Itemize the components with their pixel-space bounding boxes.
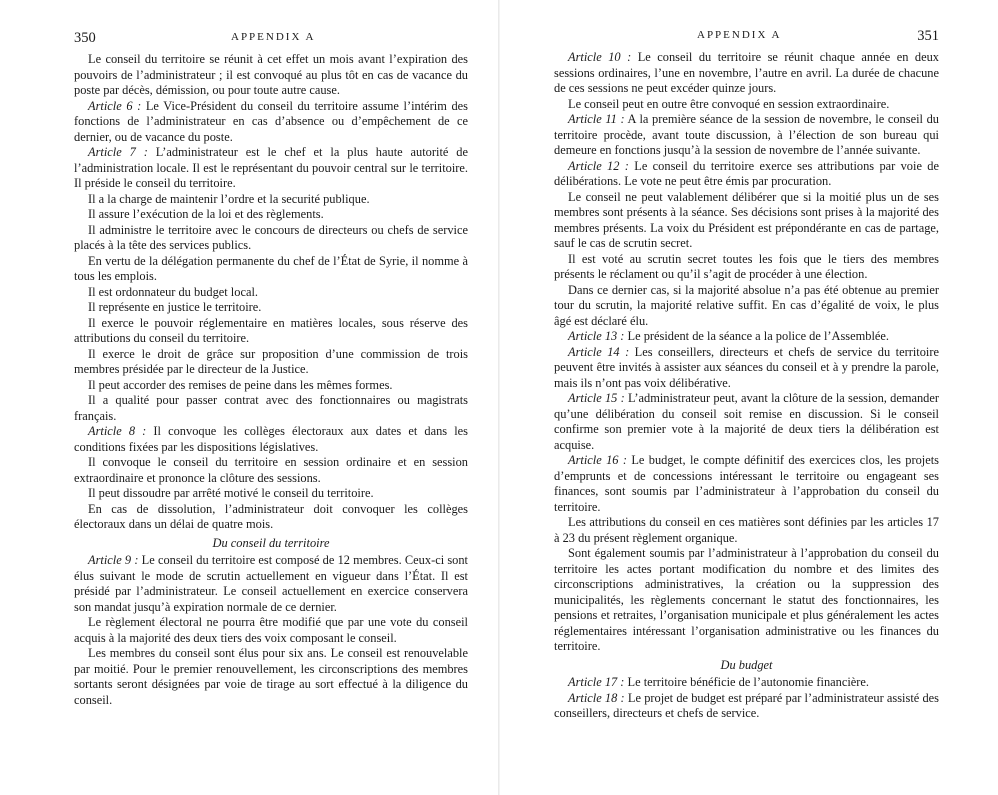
- right-page-header: [554, 28, 939, 46]
- paragraph-text: Le projet de budget est préparé par l’administrateur assisté des conseillers, directeurs et chefs de service.: [554, 690, 940, 720]
- section-heading: Du conseil du territoire: [212, 535, 330, 550]
- paragraph-text: Il exerce le droit de grâce sur proposition d’une commission de trois membres présidée par le directeur de la Justice.: [74, 346, 468, 376]
- paragraph-text: A la première séance de la session de novembre, le conseil du territoire procède, avant toute discussion, à l’élection de son bureau qui demeure en fonctions jusqu’à la session de novembre de l’année suivante.: [554, 112, 939, 157]
- paragraph-text: Sont également soumis par l’administrateur à l’approbation du conseil du territoire les actes portant modification du nombre et des limites des circonscriptions administratives, la création ou la suppression des municipalités, les règlements concernant le statut des fonctionnaires, les pensions et retraites, l’organisation municipale et plus généralement les actes réglementaires intéressant l’organisation administrative ou les finances du territoire.: [554, 546, 939, 653]
- paragraph-text: Il représente en justice le territoire.: [88, 300, 262, 314]
- paragraph-text: L’administrateur peut, avant la clôture de la session, demander qu’une délibération du conseil soit remise en discussion. Si le conseil confirme son premier vote à la majorité de deux tiers la délibération est acquise.: [554, 391, 939, 452]
- paragraph: [74, 99, 468, 146]
- paragraph-text: Le conseil du territoire exerce ses attributions par voie de délibérations. Le vote ne peut être émis par procuration.: [554, 158, 939, 188]
- paragraph-text: Les attributions du conseil en ces matières sont définies par les articles 17 à 23 du présent règlement organique.: [554, 515, 939, 545]
- page-number: 350: [74, 30, 96, 46]
- paragraph-text: L’administrateur est le chef et la plus haute autorité de l’administration locale. Il est le représentant du pouvoir central sur le territoire. Il préside le conseil du territoire.: [74, 145, 468, 190]
- paragraph-text: Le conseil du territoire se réunit à cet effet un mois avant l’expiration des pouvoirs de l’administrateur ; il est convoqué au plus tôt en cas de vacance du poste par décès, démission, ou pour toute autre cause.: [74, 52, 468, 97]
- paragraph: [74, 207, 468, 223]
- paragraph: [74, 347, 468, 378]
- paragraph-text: Le règlement électoral ne pourra être modifié que par une vote du conseil acquis à la majorité des deux tiers des voix composant le conseil.: [74, 615, 468, 645]
- paragraph: [74, 393, 468, 424]
- paragraph: [74, 192, 468, 208]
- paragraph: [74, 378, 468, 394]
- article-label: Article 9 :: [88, 553, 139, 567]
- paragraph: [74, 223, 468, 254]
- paragraph: [74, 145, 468, 192]
- paragraph: [554, 112, 939, 159]
- paragraph-text: Il a la charge de maintenir l’ordre et la securité publique.: [88, 191, 370, 206]
- paragraph: [554, 97, 939, 113]
- paragraph-text: En cas de dissolution, l’administrateur doit convoquer les collèges électoraux dans un délai de quatre mois.: [74, 501, 468, 531]
- article-label: Article 6 :: [88, 98, 142, 113]
- paragraph-text: Il peut accorder des remises de peine dans les mêmes formes.: [88, 377, 393, 392]
- paragraph: [74, 254, 468, 285]
- section-heading: Du budget: [720, 657, 773, 672]
- paragraph: [554, 453, 939, 515]
- paragraph: [554, 546, 939, 655]
- paragraph: [74, 424, 468, 455]
- paragraph-text: En vertu de la délégation permanente du chef de l’État de Syrie, il nomme à tous les emplois.: [74, 253, 468, 283]
- paragraph-text: Le président de la séance a la police de l’Assemblée.: [624, 329, 889, 343]
- page-number: 351: [917, 28, 939, 44]
- paragraph-text: Il exerce le pouvoir réglementaire en matières locales, sous réserve des attributions du conseil du territoire.: [74, 315, 468, 345]
- paragraph: [554, 283, 939, 330]
- paragraph: [74, 553, 468, 615]
- paragraph-text: Il administre le territoire avec le concours de directeurs ou chefs de service placés à la tête des services publics.: [74, 222, 468, 252]
- running-head: APPENDIX A: [231, 31, 316, 43]
- right-page: [499, 0, 998, 795]
- article-label: Article 14 :: [568, 344, 630, 359]
- paragraph: [74, 316, 468, 347]
- article-label: Article 17 :: [568, 675, 625, 689]
- paragraph-text: Il convoque le conseil du territoire en session ordinaire et en session extraordinaire et prononce la clôture des sessions.: [74, 455, 468, 485]
- paragraph-text: Il est ordonnateur du budget local.: [88, 284, 258, 299]
- paragraph: [74, 646, 468, 708]
- paragraph: [554, 391, 939, 453]
- paragraph-text: Il a qualité pour passer contrat avec des fonctionnaires ou magistrats français.: [74, 393, 468, 423]
- article-label: Article 15 :: [568, 391, 625, 405]
- paragraph-text: Les conseillers, directeurs et chefs de service du territoire peuvent être invités à assister aux séances du conseil et à y prendre la parole, mais ils n’ont pas voix délibérative.: [554, 344, 939, 390]
- article-label: Article 7 :: [88, 145, 148, 159]
- paragraph: [74, 455, 468, 486]
- paragraph-text: Le Vice-Président du conseil du territoire assume l’intérim des fonctions de l’administrateur en cas d’absence ou d’empêchement de ce dernier, ou de vacance du poste.: [74, 98, 468, 144]
- paragraph: [554, 345, 939, 392]
- paragraph: [554, 515, 939, 546]
- paragraph-text: Le conseil du territoire est composé de 12 membres. Ceux-ci sont élus suivant le mode de scrutin actuellement en vigueur dans l’État. Il est présidé par l’administrateur. Le conseil actuellement en exercice conservera son mandat jusqu’à expiration normale de ce dernier.: [74, 553, 468, 614]
- paragraph: [554, 50, 939, 97]
- paragraph: [74, 486, 468, 502]
- left-page-header: [74, 30, 468, 48]
- article-label: Article 10 :: [568, 50, 632, 64]
- paragraph: [554, 691, 939, 722]
- paragraph-text: Le conseil ne peut valablement délibérer que si la moitié plus un de ses membres sont présents à la séance. Ses décisions sont prises à la majorité des membres présents. La voix du Président est prépondérante en cas de partage, sauf le cas de scrutin secret.: [554, 189, 939, 250]
- paragraph-text: Il est voté au scrutin secret toutes les fois que le tiers des membres présents le réclament ou qu’il s’agit de procéder à une élection.: [554, 251, 939, 281]
- paragraph: [74, 615, 468, 646]
- paragraph-text: Les membres du conseil sont élus pour six ans. Le conseil est renouvelable par moitié. Pour le premier renouvellement, les circonscriptions des membres sortants seront désignées par voie de tirage au sort effectué à la diligence du conseil.: [74, 646, 468, 707]
- paragraph-text: Il assure l’exécution de la loi et des règlements.: [88, 207, 324, 221]
- article-label: Article 18 :: [568, 690, 625, 705]
- paragraph: [554, 252, 939, 283]
- paragraph-text: Il convoque les collèges électoraux aux dates et dans les conditions fixées par les dispositions législatives.: [74, 424, 468, 454]
- paragraph-text: Le budget, le compte définitif des exercices clos, les projets d’emprunts et de concessions intéressant le territoire ou engageant ses finances, sont soumis par l’administrateur à l’approbation du conseil du territoire.: [554, 453, 939, 514]
- article-label: Article 8 :: [88, 424, 147, 438]
- paragraph: [554, 159, 939, 190]
- paragraph-text: Le territoire bénéficie de l’autonomie financière.: [624, 675, 870, 689]
- running-head: APPENDIX A: [697, 29, 782, 41]
- paragraph: [554, 675, 939, 691]
- paragraph: [74, 502, 468, 533]
- paragraph: [554, 329, 939, 345]
- paragraph-text: Dans ce dernier cas, si la majorité absolue n’a pas été obtenue au premier tour du scrutin, la majorité relative suffit. En cas d’égalité de voix, le plus âgé est déclaré élu.: [554, 282, 939, 328]
- article-label: Article 11 :: [568, 112, 625, 126]
- article-label: Article 13 :: [568, 329, 625, 343]
- article-label: Article 16 :: [568, 453, 627, 467]
- paragraph-text: Il peut dissoudre par arrêté motivé le conseil du territoire.: [88, 486, 374, 500]
- paragraph: [74, 285, 468, 301]
- paragraph-text: Le conseil peut en outre être convoqué en session extraordinaire.: [568, 96, 890, 111]
- paragraph-text: Le conseil du territoire se réunit chaque année en deux sessions ordinaires, l’une en novembre, l’autre en avril. La durée de chacune de ces sessions ne peut excéder quinze jours.: [554, 50, 939, 95]
- paragraph: [74, 52, 468, 99]
- paragraph: [554, 190, 939, 252]
- paragraph: [74, 300, 468, 316]
- left-page-body: [74, 52, 468, 708]
- right-page-body: [554, 50, 939, 722]
- article-label: Article 12 :: [568, 158, 629, 173]
